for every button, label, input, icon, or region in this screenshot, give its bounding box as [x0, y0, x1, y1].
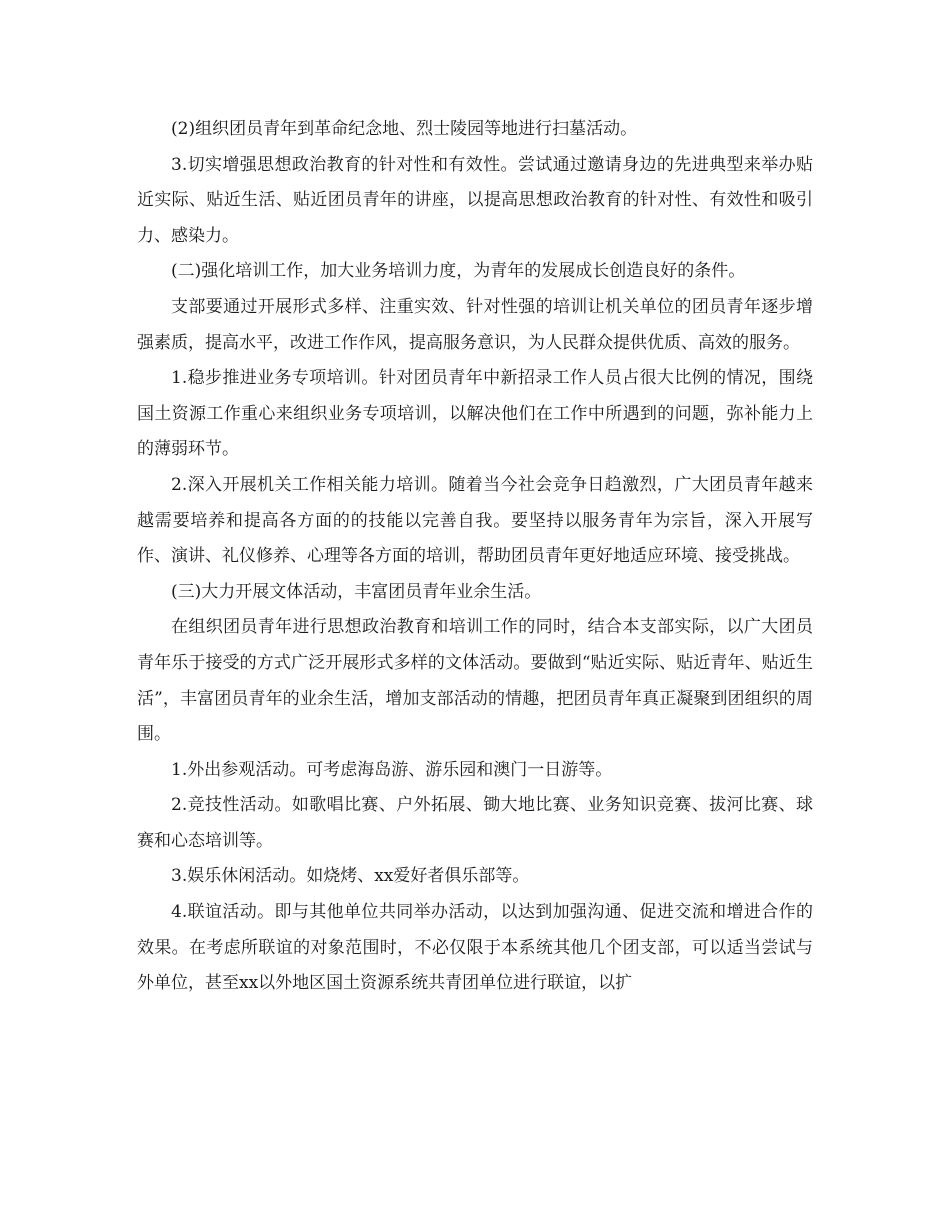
paragraph-friendship-activity: 4.联谊活动。即与其他单位共同举办活动，以达到加强沟通、促进交流和增进合作的效果。在考虑所联谊的对象范围时，不必仅限于本系统其他几个团支部，可以适当尝试与外单位，甚至xx以外地区国土资源系统共青团单位进行联谊，以扩: [137, 902, 813, 994]
paragraph-sweeping-activity: (2)组织团员青年到革命纪念地、烈士陵园等地进行扫墓活动。: [171, 119, 638, 139]
document-page: [137, 112, 813, 1002]
paragraph-business-training: 1.稳步推进业务专项培训。针对团员青年中新招录工作人员占很大比例的情况，围绕国土资源工作重心来组织业务专项培训，以解决他们在工作中所遇到的问题，弥补能力上的薄弱环节。: [137, 368, 813, 460]
paragraph-section-training-heading: (二)强化培训工作，加大业务培训力度，为青年的发展成长创造良好的条件。: [171, 261, 746, 282]
paragraph-political-education: 3.切实增强思想政治教育的针对性和有效性。尝试通过邀请身边的先进典型来举办贴近实际、贴近生活、贴近团员青年的讲座，以提高思想政治教育的针对性、有效性和吸引力、感染力。: [137, 154, 813, 246]
paragraph-ability-training: 2.深入开展机关工作相关能力培训。随着当今社会竞争日趋激烈，广大团员青年越来越需要培养和提高各方面的的技能以完善自我。要坚持以服务青年为宗旨，深入开展写作、演讲、礼仪修养、心理等各方面的培训，帮助团员青年更好地适应环境、接受挑战。: [137, 474, 813, 567]
paragraph-section-activities-heading: (三)大力开展文体活动，丰富团员青年业余生活。: [171, 581, 542, 602]
paragraph-training-intro: 支部要通过开展形式多样、注重实效、针对性强的培训让机关单位的团员青年逐步增强素质，提高水平，改进工作作风，提高服务意识，为人民群众提供优质、高效的服务。: [137, 296, 813, 353]
paragraph-activities-intro: 在组织团员青年进行思想政治教育和培训工作的同时，结合本支部实际，以广大团员青年乐于接受的方式广泛开展形式多样的文体活动。要做到“贴近实际、贴近青年、贴近生活”，丰富团员青年的业余生活，增加支部活动的情趣，把团员青年真正凝聚到团组织的周围。: [137, 617, 813, 745]
paragraph-competition-activity: 2.竞技性活动。如歌唱比赛、户外拓展、锄大地比赛、业务知识竞赛、拔河比赛、球赛和心态培训等。: [137, 795, 813, 851]
paragraph-outing-activity: 1.外出参观活动。可考虑海岛游、游乐园和澳门一日游等。: [171, 759, 613, 780]
paragraph-leisure-activity: 3.娱乐休闲活动。如烧烤、xx爱好者俱乐部等。: [171, 866, 530, 887]
